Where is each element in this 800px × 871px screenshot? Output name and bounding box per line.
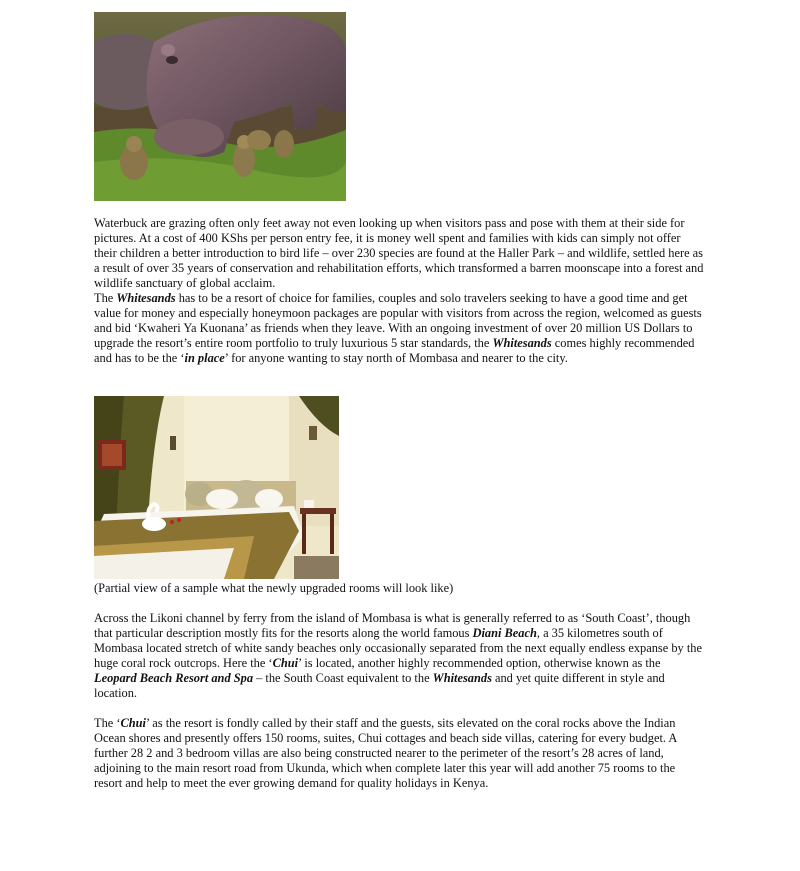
- whitesands-emphasis: Whitesands: [116, 291, 176, 305]
- diani-beach-emphasis: Diani Beach: [472, 626, 537, 640]
- chui-emphasis: Chui: [272, 656, 299, 670]
- whitesands-emphasis: Whitesands: [492, 336, 552, 350]
- paragraph-whitesands: The Whitesands has to be a resort of choice for families, couples and solo travelers seeking to have a good time and get value for money and especially honeymoon packages are popular with visitors from across the region, welcomed as guests and bid ‘Kwaheri Ya Kuonana’ as friends when they leave. With an ongoing investment of over 20 million US Dollars to upgrade the resort’s entire room portfolio to truly luxurious 5 star standards, the Whitesands comes highly recommended and has to be the ‘in place’ for anyone wanting to stay north of Mombasa and nearer to the city.: [94, 291, 702, 365]
- image-caption: (Partial view of a sample what the newly upgraded rooms will look like): [94, 581, 454, 595]
- text-block-whitesands: [94, 216, 706, 366]
- whitesands-emphasis: Whitesands: [432, 671, 492, 685]
- in-place-emphasis: in place: [184, 351, 225, 365]
- hotel-room-photo: [94, 396, 339, 579]
- paragraph-waterbuck: Waterbuck are grazing often only feet away not even looking up when visitors pass and pose with them at their side for pictures. At a cost of 400 KShs per person entry fee, it is money well spent and families with kids can simply not offer their children a better introduction to bird life – over 230 species are found at the Haller Park – and wildlife, settled here as a result of over 35 years of conservation and rehabilitation efforts, which transformed a barren moonscape into a forest and wildlife sanctuary of global acclaim.: [94, 216, 704, 290]
- leopard-beach-emphasis: Leopard Beach Resort and Spa: [94, 671, 254, 685]
- paragraph-chui-resort: The ‘Chui’ as the resort is fondly called by their staff and the guests, sits elevated on the coral rocks above the Indian Ocean shores and presently offers 150 rooms, suites, Chui cottages and beach side villas, catering for every budget. A further 28 2 and 3 bedroom villas are also being constructed nearer to the perimeter of the resort’s 28 acres of land, adjoining to the main resort road from Ukunda, which when complete later this year will add another 75 rooms to the resort and help to meet the ever growing demand for quality holidays in Kenya.: [94, 716, 677, 790]
- paragraph-south-coast: Across the Likoni channel by ferry from the island of Mombasa is what is generally referred to as ‘South Coast’, though that particular description mostly fits for the resorts along the world famous Diani Beach, a 35 kilometres south of Mombasa located stretch of white sandy beaches only occasionally separated from the next equally endless expanse by the huge coral rock outcrops. Here the ‘Chui’ is located, another highly recommended option, otherwise known as the Leopard Beach Resort and Spa – the South Coast equivalent to the Whitesands and yet quite different in style and location.: [94, 611, 702, 700]
- chui-emphasis: Chui: [120, 716, 146, 730]
- hippo-and-monkeys-photo: [94, 12, 346, 201]
